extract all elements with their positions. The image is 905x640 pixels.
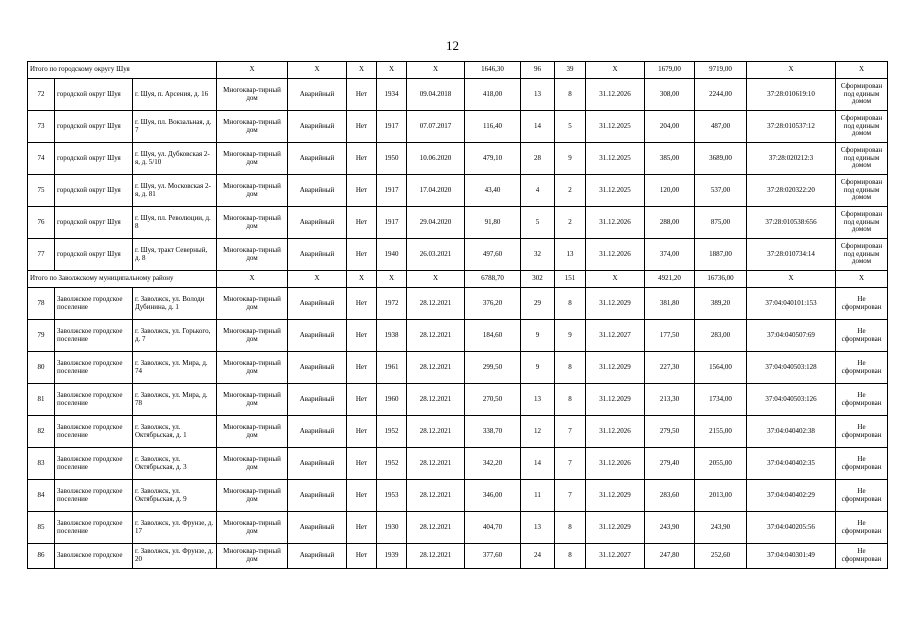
deadline-cell: 31.12.2029 [586,512,645,544]
build-year-cell: 1961 [377,352,407,384]
table-row [28,512,888,544]
table-row [28,480,888,512]
municipality-cell: Заволжское городское поселение [55,480,133,512]
planned-area-cell: 204,00 [645,111,695,143]
residents-cell: 12 [521,416,555,448]
municipality-cell: Заволжское городское поселение [55,320,133,352]
row-number-cell: 77 [28,239,55,271]
building-type-cell: Многоквар-тирный дом [217,207,288,239]
recognition-date-cell: 28.12.2021 [407,480,465,512]
address-cell: г. Заволжск, ул. Володи Дубинина, д. 1 [133,288,217,320]
total-recognition-date-cell: Х [407,271,465,288]
area-cell: 116,40 [465,111,521,143]
row-number-cell: 78 [28,288,55,320]
build-year-cell: 1953 [377,480,407,512]
address-cell: г. Заволжск, ул. Фрунзе, д. 17 [133,512,217,544]
planned-area-cell: 279,50 [645,416,695,448]
cadastre-cell: 37:04:040301:49 [747,544,836,569]
condition-cell: Аварийный [288,288,347,320]
recognition-date-cell: 07.07.2017 [407,111,465,143]
area-cell: 338,70 [465,416,521,448]
recognition-date-cell: 28.12.2021 [407,288,465,320]
area-cell: 479,10 [465,143,521,175]
address-cell: г. Заволжск, ул. Мира, д. 74 [133,352,217,384]
total-build-year-cell: Х [377,271,407,288]
area-cell: 376,20 [465,288,521,320]
cadastre-cell: 37:28:010619:10 [747,79,836,111]
table-row [28,384,888,416]
page-number: 12 [446,38,459,53]
deadline-cell: 31.12.2026 [586,448,645,480]
cadastre-cell: 37:28:020322:20 [747,175,836,207]
condition-cell: Аварийный [288,384,347,416]
rooms-cell: 5 [555,111,586,143]
planned-area-cell: 288,00 [645,207,695,239]
cost-cell: 243,90 [695,512,747,544]
total-flag-cell: Х [347,271,377,288]
cadastre-cell: 37:04:040503:128 [747,352,836,384]
build-year-cell: 1940 [377,239,407,271]
flag-cell: Нет [347,320,377,352]
residents-cell: 24 [521,544,555,569]
planned-area-cell: 279,40 [645,448,695,480]
build-year-cell: 1934 [377,79,407,111]
residents-cell: 5 [521,207,555,239]
flag-cell: Нет [347,175,377,207]
flag-cell: Нет [347,239,377,271]
residents-cell: 13 [521,79,555,111]
build-year-cell: 1938 [377,320,407,352]
area-cell: 404,70 [465,512,521,544]
residents-cell: 4 [521,175,555,207]
land-status-cell: Сформирован под единым домом [836,175,888,207]
land-status-cell: Сформирован под единым домом [836,143,888,175]
building-type-cell: Многоквар-тирный дом [217,512,288,544]
total-planned-area-cell: 4921,20 [645,271,695,288]
planned-area-cell: 247,80 [645,544,695,569]
cadastre-cell: 37:04:040402:35 [747,448,836,480]
address-cell: г. Заволжск, ул. Октябрьская, д. 9 [133,480,217,512]
table-row [28,416,888,448]
building-type-cell: Многоквар-тирный дом [217,175,288,207]
row-number-cell: 83 [28,448,55,480]
municipality-cell: Заволжское городское поселение [55,448,133,480]
area-cell: 418,00 [465,79,521,111]
total-rooms-cell: 39 [555,62,586,79]
municipality-cell: городской округ Шуя [55,175,133,207]
total-cost-cell: 9719,00 [695,62,747,79]
flag-cell: Нет [347,480,377,512]
total-rooms-cell: 151 [555,271,586,288]
rooms-cell: 8 [555,288,586,320]
area-cell: 43,40 [465,175,521,207]
cost-cell: 283,00 [695,320,747,352]
rooms-cell: 7 [555,480,586,512]
land-status-cell: Сформирован под единым домом [836,111,888,143]
table-row [28,352,888,384]
condition-cell: Аварийный [288,143,347,175]
deadline-cell: 31.12.2025 [586,143,645,175]
building-type-cell: Многоквар-тирный дом [217,384,288,416]
land-status-cell: Не сформирован [836,320,888,352]
row-number-cell: 75 [28,175,55,207]
residents-cell: 11 [521,480,555,512]
build-year-cell: 1952 [377,416,407,448]
cost-cell: 2244,00 [695,79,747,111]
condition-cell: Аварийный [288,544,347,569]
residents-cell: 14 [521,111,555,143]
row-number-cell: 72 [28,79,55,111]
total-area-cell: 1646,30 [465,62,521,79]
building-type-cell: Многоквар-тирный дом [217,320,288,352]
recognition-date-cell: 28.12.2021 [407,512,465,544]
residents-cell: 13 [521,384,555,416]
total-area-cell: 6788,70 [465,271,521,288]
condition-cell: Аварийный [288,448,347,480]
condition-cell: Аварийный [288,239,347,271]
area-cell: 497,60 [465,239,521,271]
cadastre-cell: 37:28:010538:656 [747,207,836,239]
area-cell: 184,60 [465,320,521,352]
deadline-cell: 31.12.2025 [586,175,645,207]
total-condition-cell: Х [288,271,347,288]
land-status-cell: Не сформирован [836,544,888,569]
rooms-cell: 8 [555,544,586,569]
recognition-date-cell: 28.12.2021 [407,448,465,480]
table-row [28,207,888,239]
recognition-date-cell: 09.04.2018 [407,79,465,111]
municipality-cell: Заволжское городское поселение [55,288,133,320]
building-type-cell: Многоквар-тирный дом [217,288,288,320]
rooms-cell: 7 [555,416,586,448]
build-year-cell: 1930 [377,512,407,544]
total-label-cell: Итого по городскому округу Шуя [28,62,217,79]
build-year-cell: 1917 [377,111,407,143]
condition-cell: Аварийный [288,111,347,143]
cost-cell: 389,20 [695,288,747,320]
cadastre-cell: 37:04:040402:38 [747,416,836,448]
area-cell: 377,60 [465,544,521,569]
land-status-cell: Не сформирован [836,288,888,320]
residents-cell: 32 [521,239,555,271]
cadastre-cell: 37:04:040507:69 [747,320,836,352]
residents-cell: 9 [521,320,555,352]
flag-cell: Нет [347,288,377,320]
rooms-cell: 7 [555,448,586,480]
planned-area-cell: 385,00 [645,143,695,175]
row-number-cell: 76 [28,207,55,239]
planned-area-cell: 213,30 [645,384,695,416]
municipality-cell: Заволжское городское поселение [55,384,133,416]
row-number-cell: 86 [28,544,55,569]
recognition-date-cell: 28.12.2021 [407,320,465,352]
condition-cell: Аварийный [288,320,347,352]
condition-cell: Аварийный [288,175,347,207]
land-status-cell: Не сформирован [836,512,888,544]
planned-area-cell: 283,60 [645,480,695,512]
flag-cell: Нет [347,384,377,416]
land-status-cell: Не сформирован [836,448,888,480]
land-status-cell: Не сформирован [836,416,888,448]
cost-cell: 3689,00 [695,143,747,175]
cost-cell: 1887,00 [695,239,747,271]
planned-area-cell: 243,90 [645,512,695,544]
cadastre-cell: 37:28:020212:3 [747,143,836,175]
planned-area-cell: 177,50 [645,320,695,352]
building-type-cell: Многоквар-тирный дом [217,544,288,569]
land-status-cell: Сформирован под единым домом [836,207,888,239]
flag-cell: Нет [347,416,377,448]
rooms-cell: 13 [555,239,586,271]
planned-area-cell: 374,00 [645,239,695,271]
cost-cell: 537,00 [695,175,747,207]
deadline-cell: 31.12.2026 [586,239,645,271]
flag-cell: Нет [347,448,377,480]
total-building-type-cell: Х [217,271,288,288]
rooms-cell: 8 [555,384,586,416]
address-cell: г. Шуя, ул. Дубковская 2-я, д. 5/10 [133,143,217,175]
row-number-cell: 85 [28,512,55,544]
condition-cell: Аварийный [288,79,347,111]
cost-cell: 1734,00 [695,384,747,416]
building-type-cell: Многоквар-тирный дом [217,352,288,384]
municipality-cell: городской округ Шуя [55,207,133,239]
condition-cell: Аварийный [288,512,347,544]
residents-cell: 14 [521,448,555,480]
flag-cell: Нет [347,207,377,239]
recognition-date-cell: 28.12.2021 [407,352,465,384]
address-cell: г. Заволжск, ул. Мира, д. 78 [133,384,217,416]
cadastre-cell: 37:28:010537:12 [747,111,836,143]
planned-area-cell: 120,00 [645,175,695,207]
land-status-cell: Не сформирован [836,352,888,384]
total-land-status-cell: Х [836,271,888,288]
building-type-cell: Многоквар-тирный дом [217,143,288,175]
build-year-cell: 1972 [377,288,407,320]
cost-cell: 2155,00 [695,416,747,448]
row-number-cell: 73 [28,111,55,143]
deadline-cell: 31.12.2029 [586,384,645,416]
total-label-cell: Итого по Заволжскому муниципальному району [28,271,217,288]
municipality-cell: городской округ Шуя [55,111,133,143]
address-cell: г. Заволжск, ул. Горького, д. 7 [133,320,217,352]
build-year-cell: 1960 [377,384,407,416]
building-type-cell: Многоквар-тирный дом [217,239,288,271]
cost-cell: 487,00 [695,111,747,143]
flag-cell: Нет [347,143,377,175]
building-type-cell: Многоквар-тирный дом [217,448,288,480]
total-building-type-cell: Х [217,62,288,79]
deadline-cell: 31.12.2027 [586,320,645,352]
recognition-date-cell: 28.12.2021 [407,384,465,416]
table-row [28,239,888,271]
cadastre-cell: 37:04:040205:56 [747,512,836,544]
planned-area-cell: 381,80 [645,288,695,320]
build-year-cell: 1939 [377,544,407,569]
total-cadastre-cell: Х [747,62,836,79]
table-row [28,544,888,569]
address-cell: г. Шуя, п. Арсения, д. 16 [133,79,217,111]
land-status-cell: Не сформирован [836,480,888,512]
building-type-cell: Многоквар-тирный дом [217,79,288,111]
deadline-cell: 31.12.2029 [586,288,645,320]
total-planned-area-cell: 1679,00 [645,62,695,79]
section-total-row [28,62,888,79]
address-cell: г. Шуя, пл. Вокзальная, д. 7 [133,111,217,143]
municipality-cell: городской округ Шуя [55,239,133,271]
residents-cell: 28 [521,143,555,175]
build-year-cell: 1917 [377,207,407,239]
recognition-date-cell: 10.06.2020 [407,143,465,175]
address-cell: г. Шуя, тракт Северный, д. 8 [133,239,217,271]
condition-cell: Аварийный [288,480,347,512]
cadastre-cell: 37:04:040402:29 [747,480,836,512]
municipality-cell: Заволжское городское поселение [55,352,133,384]
cost-cell: 875,00 [695,207,747,239]
cost-cell: 252,60 [695,544,747,569]
address-cell: г. Шуя, пл. Революции, д. 8 [133,207,217,239]
total-residents-cell: 96 [521,62,555,79]
area-cell: 342,20 [465,448,521,480]
area-cell: 270,50 [465,384,521,416]
table-row [28,111,888,143]
cost-cell: 2013,00 [695,480,747,512]
municipality-cell: городской округ Шуя [55,143,133,175]
deadline-cell: 31.12.2027 [586,544,645,569]
land-status-cell: Сформирован под единым домом [836,79,888,111]
area-cell: 299,50 [465,352,521,384]
row-number-cell: 74 [28,143,55,175]
municipality-cell: Заволжское городское поселение [55,512,133,544]
residents-cell: 13 [521,512,555,544]
table-row [28,320,888,352]
rooms-cell: 8 [555,352,586,384]
cadastre-cell: 37:04:040101:153 [747,288,836,320]
recognition-date-cell: 26.03.2021 [407,239,465,271]
recognition-date-cell: 17.04.2020 [407,175,465,207]
deadline-cell: 31.12.2029 [586,480,645,512]
build-year-cell: 1950 [377,143,407,175]
rooms-cell: 2 [555,207,586,239]
address-cell: г. Заволжск, ул. Октябрьская, д. 3 [133,448,217,480]
rooms-cell: 8 [555,79,586,111]
building-type-cell: Многоквар-тирный дом [217,111,288,143]
total-recognition-date-cell: Х [407,62,465,79]
deadline-cell: 31.12.2029 [586,352,645,384]
row-number-cell: 82 [28,416,55,448]
address-cell: г. Заволжск, ул. Октябрьская, д. 1 [133,416,217,448]
recognition-date-cell: 29.04.2020 [407,207,465,239]
flag-cell: Нет [347,352,377,384]
cost-cell: 1564,00 [695,352,747,384]
address-cell: г. Шуя, ул. Московская 2-я, д. 81 [133,175,217,207]
total-deadline-cell: Х [586,271,645,288]
total-deadline-cell: Х [586,62,645,79]
table-row [28,143,888,175]
municipality-cell: Заволжское городское поселение [55,416,133,448]
total-cadastre-cell: Х [747,271,836,288]
land-status-cell: Сформирован под единым домом [836,239,888,271]
deadline-cell: 31.12.2025 [586,111,645,143]
deadline-cell: 31.12.2026 [586,416,645,448]
condition-cell: Аварийный [288,416,347,448]
building-type-cell: Многоквар-тирный дом [217,480,288,512]
planned-area-cell: 308,00 [645,79,695,111]
cadastre-cell: 37:04:040503:126 [747,384,836,416]
residents-cell: 29 [521,288,555,320]
deadline-cell: 31.12.2026 [586,79,645,111]
row-number-cell: 81 [28,384,55,416]
deadline-cell: 31.12.2026 [586,207,645,239]
build-year-cell: 1952 [377,448,407,480]
condition-cell: Аварийный [288,207,347,239]
row-number-cell: 79 [28,320,55,352]
total-cost-cell: 16736,00 [695,271,747,288]
rooms-cell: 9 [555,143,586,175]
flag-cell: Нет [347,111,377,143]
table-row [28,79,888,111]
table-body [28,62,888,569]
recognition-date-cell: 28.12.2021 [407,416,465,448]
rooms-cell: 9 [555,320,586,352]
residents-cell: 9 [521,352,555,384]
cadastre-cell: 37:28:010734:14 [747,239,836,271]
cost-cell: 2055,00 [695,448,747,480]
area-cell: 346,00 [465,480,521,512]
total-land-status-cell: Х [836,62,888,79]
table-row [28,448,888,480]
condition-cell: Аварийный [288,352,347,384]
area-cell: 91,80 [465,207,521,239]
municipality-cell: Заволжское городское [55,544,133,569]
rooms-cell: 2 [555,175,586,207]
build-year-cell: 1917 [377,175,407,207]
flag-cell: Нет [347,544,377,569]
table-row [28,175,888,207]
flag-cell: Нет [347,512,377,544]
municipality-cell: городской округ Шуя [55,79,133,111]
row-number-cell: 80 [28,352,55,384]
building-type-cell: Многоквар-тирный дом [217,416,288,448]
planned-area-cell: 227,30 [645,352,695,384]
housing-register-table [27,61,888,569]
recognition-date-cell: 28.12.2021 [407,544,465,569]
total-condition-cell: Х [288,62,347,79]
total-residents-cell: 302 [521,271,555,288]
flag-cell: Нет [347,79,377,111]
land-status-cell: Не сформирован [836,384,888,416]
table-row [28,288,888,320]
total-flag-cell: Х [347,62,377,79]
address-cell: г. Заволжск, ул. Фрунзе, д. 20 [133,544,217,569]
section-total-row [28,271,888,288]
row-number-cell: 84 [28,480,55,512]
total-build-year-cell: Х [377,62,407,79]
rooms-cell: 8 [555,512,586,544]
